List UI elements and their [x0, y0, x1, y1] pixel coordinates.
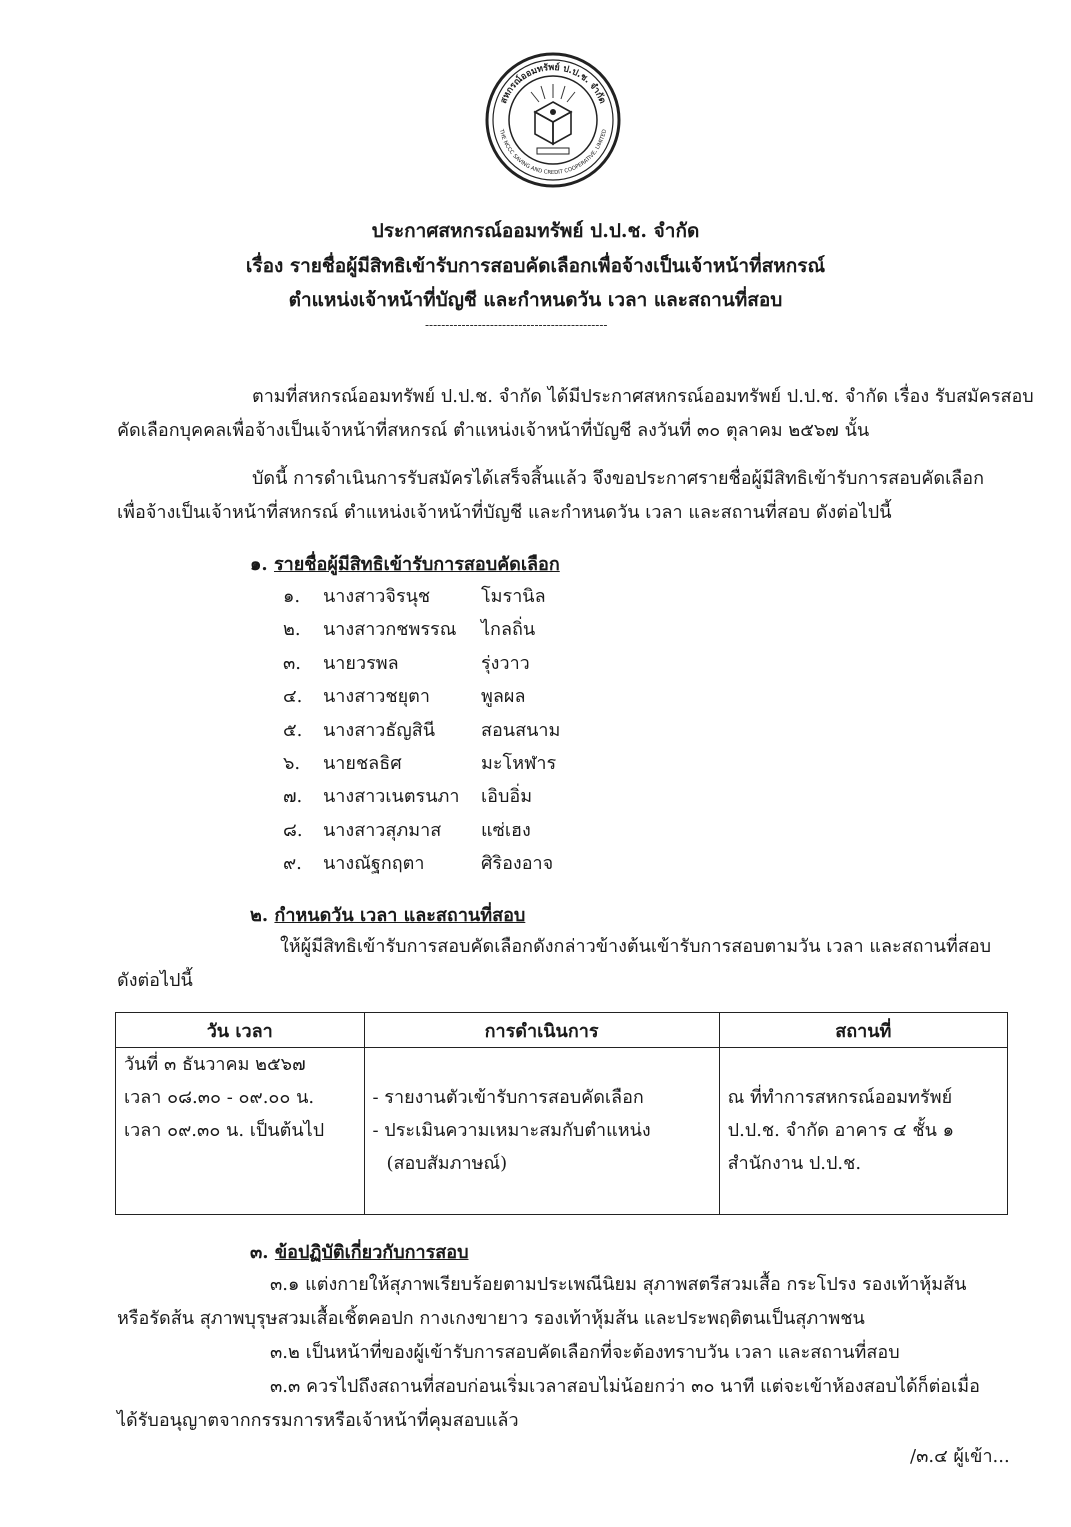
section-2-desc-line-1: ให้ผู้มีสิทธิเข้ารับการสอบคัดเลือกดังกล่าวข้างต้นเข้ารับการสอบตามวัน เวลา และสถานที่สอบ — [280, 936, 992, 957]
announcement-subject: เรื่อง รายชื่อผู้มีสิทธิเข้ารับการสอบคัดเลือกเพื่อจ้างเป็นเจ้าหน้าที่สหกรณ์ — [245, 255, 826, 277]
header-divider: --------------------------------------------- — [425, 318, 608, 332]
exam-schedule-table — [115, 1012, 1008, 1215]
intro-paragraph-1-line-2: คัดเลือกบุคคลเพื่อจ้างเป็นเจ้าหน้าที่สหกรณ์ ตำแหน่งเจ้าหน้าที่บัญชี ลงวันที่ ๓๐ ตุลาคม ๒๕๖๗ นั้น — [117, 420, 870, 441]
datetime-time-1: เวลา ๐๘.๓๐ - ๐๙.๐๐ น. — [124, 1087, 315, 1108]
cell-datetime — [116, 1048, 365, 1215]
action-1: - รายงานตัวเข้ารับการสอบคัดเลือก — [372, 1087, 644, 1108]
announcement-title: ประกาศสหกรณ์ออมทรัพย์ ป.ป.ช. จำกัด — [371, 220, 700, 242]
location-line-2: ป.ป.ช. จำกัด อาคาร ๔ ชั้น ๑ — [727, 1120, 955, 1141]
rule-3-1-line-1: ๓.๑ แต่งกายให้สุภาพเรียบร้อยตามประเพณีนิยม สุภาพสตรีสวมเสื้อ กระโปรง รองเท้าหุ้มส้น — [270, 1274, 967, 1295]
rule-3-1-line-2: หรือรัดส้น สุภาพบุรุษสวมเสื้อเชิ้ตคอปก กางเกงขายาว รองเท้าหุ้มส้น และประพฤติตนเป็นสุภาพชน — [117, 1308, 865, 1329]
action-2: - ประเมินความเหมาะสมกับตำแหน่ง — [372, 1120, 651, 1141]
datetime-date: วันที่ ๓ ธันวาคม ๒๕๖๗ — [124, 1054, 306, 1075]
section-2-title: กำหนดวัน เวลา และสถานที่สอบ — [274, 905, 526, 926]
section-1-number: ๑. — [250, 554, 268, 575]
location-line-1: ณ ที่ทำการสหกรณ์ออมทรัพย์ — [727, 1087, 953, 1108]
header-location: สถานที่ — [719, 1013, 1007, 1048]
cooperative-seal — [483, 50, 623, 190]
section-1-heading — [250, 549, 560, 578]
rule-3-3-line-2: ได้รับอนุญาตจากกรรมการหรือเจ้าหน้าที่คุมสอบแล้ว — [117, 1410, 519, 1431]
cell-action — [364, 1048, 719, 1215]
section-2-desc-line-2: ดังต่อไปนี้ — [117, 970, 193, 991]
action-2-note: (สอบสัมภาษณ์) — [386, 1153, 508, 1174]
rule-3-2-line-1: ๓.๒ เป็นหน้าที่ของผู้เข้ารับการสอบคัดเลือกที่จะต้องทราบวัน เวลา และสถานที่สอบ — [270, 1342, 900, 1363]
candidate-list: ๑. นางสาวจิรนุช โมรานิล ๒. นางสาวกชพรรณ ไกลถิ่น ๓. นายวรพล รุ่งวาว ๔. นางสาวชยุตา พูลผล ๕. นางสาวธัญสินี สอนสนาม ๖. นายชลธิศ มะโหฬาร ๗. นางสาวเนตรนภา เอิบอิ่ม ๘. นางสาวสุภมาส แซ่เฮง ๙. นางณัฐกฤตา ศิริองอาจ — [283, 586, 561, 874]
section-3-number: ๓. — [250, 1242, 269, 1263]
intro-paragraph-1-line-1: ตามที่สหกรณ์ออมทรัพย์ ป.ป.ช. จำกัด ได้มีประกาศสหกรณ์ออมทรัพย์ ป.ป.ช. จำกัด เรื่อง รับสมัครสอบ — [252, 386, 1034, 407]
continued-marker: /๓.๔ ผู้เข้า... — [910, 1446, 1010, 1467]
header-action: การดำเนินการ — [364, 1013, 719, 1048]
intro-paragraph-2-line-2: เพื่อจ้างเป็นเจ้าหน้าที่สหกรณ์ ตำแหน่งเจ้าหน้าที่บัญชี และกำหนดวัน เวลา และสถานที่สอบ ดังต่อไปนี้ — [117, 502, 892, 523]
announcement-position: ตำแหน่งเจ้าหน้าที่บัญชี และกำหนดวัน เวลา และสถานที่สอบ — [288, 289, 783, 311]
section-3-title: ข้อปฏิบัติเกี่ยวกับการสอบ — [274, 1242, 469, 1263]
svg-text:สหกรณ์ออมทรัพย์ ป.ป.ช. จำกัด: สหกรณ์ออมทรัพย์ ป.ป.ช. จำกัด — [499, 62, 607, 106]
header-datetime: วัน เวลา — [116, 1013, 365, 1048]
location-line-3: สำนักงาน ป.ป.ช. — [727, 1153, 862, 1174]
datetime-time-2: เวลา ๐๙.๓๐ น. เป็นต้นไป — [124, 1120, 325, 1141]
svg-text:THE NCCC SAVING AND CREDIT COO: THE NCCC SAVING AND CREDIT COOPERATIVE, LIMITED — [497, 128, 609, 177]
cell-location — [719, 1048, 1007, 1215]
section-2-number: ๒. — [250, 905, 269, 926]
section-2-heading — [250, 900, 525, 929]
intro-paragraph-2-line-1: บัดนี้ การดำเนินการรับสมัครได้เสร็จสิ้นแล้ว จึงขอประกาศรายชื่อผู้มีสิทธิเข้ารับการสอบคัดเลือก — [252, 468, 984, 489]
rule-3-3-line-1: ๓.๓ ควรไปถึงสถานที่สอบก่อนเริ่มเวลาสอบไม่น้อยกว่า ๓๐ นาที แต่จะเข้าห้องสอบได้ก็ต่อเมื่อ — [270, 1376, 980, 1397]
section-3-heading — [250, 1237, 469, 1266]
table-row — [116, 1048, 1008, 1215]
section-1-title: รายชื่อผู้มีสิทธิเข้ารับการสอบคัดเลือก — [273, 554, 560, 575]
table-header-row — [116, 1013, 1008, 1048]
